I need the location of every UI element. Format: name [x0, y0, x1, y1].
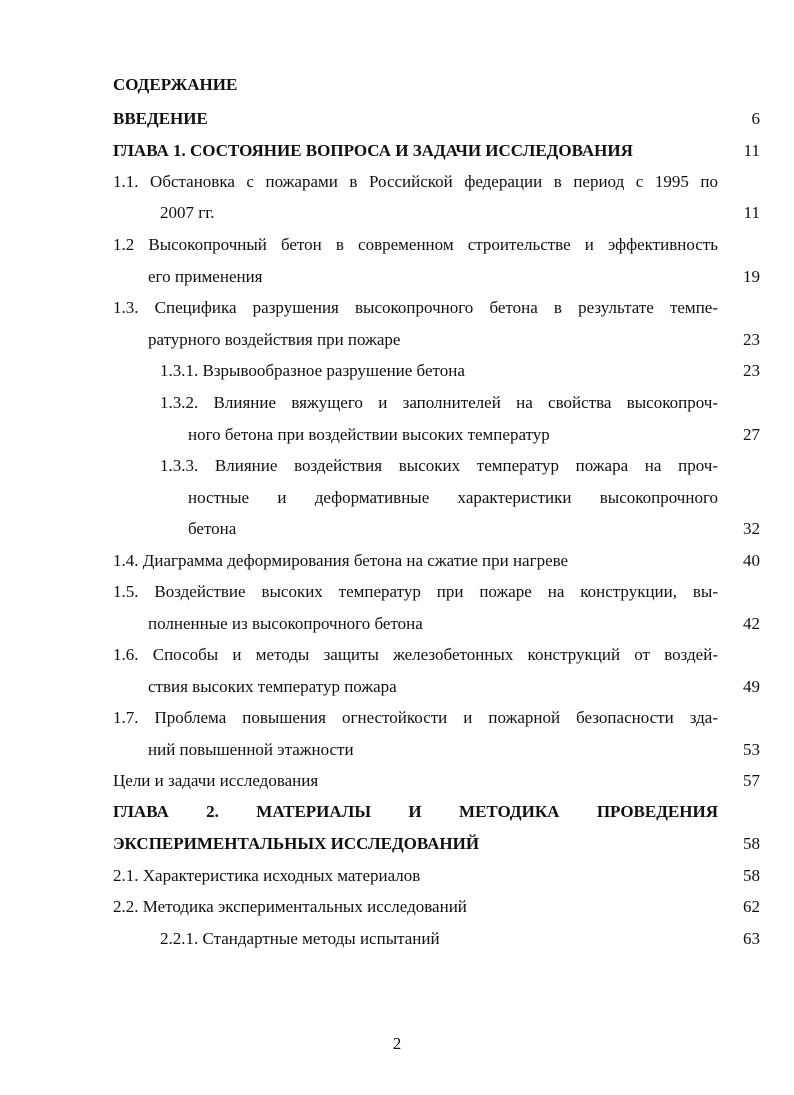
toc-entry-2-2 [113, 895, 760, 919]
toc-entry-chapter-2-cont [113, 832, 760, 856]
toc-entry-text: 1.7. Проблема повышения огнестойкости и пожарной безопасности зда- [113, 708, 718, 727]
toc-entry-text: 1.3.2. Влияние вяжущего и заполнителей на свойства высокопроч- [160, 393, 718, 412]
toc-entry-page: 58 [743, 834, 760, 853]
toc-entry-text: 1.3. Специфика разрушения высокопрочного бетона в результате темпе- [113, 298, 718, 317]
toc-entry-1-3-3 [160, 454, 718, 478]
toc-entry-page: 49 [743, 677, 760, 696]
toc-entry-text: 2007 гг. [160, 203, 215, 222]
toc-entry-1-1 [113, 170, 718, 194]
toc-entry-chapter-1 [113, 139, 760, 163]
toc-entry-1-1-cont [160, 201, 760, 225]
toc-entry-1-3-3-cont2 [188, 517, 760, 541]
toc-entry-1-3-3-cont [188, 486, 718, 510]
toc-entry-page: 11 [743, 141, 760, 160]
toc-entry-text: его применения [148, 267, 263, 286]
toc-entry-text: ностные и деформативные характеристики высокопрочного [188, 488, 718, 507]
toc-entry-page: 6 [751, 109, 760, 128]
toc-entry-text: 1.3.1. Взрывообразное разрушение бетона [160, 361, 465, 380]
toc-entry-introduction [113, 107, 760, 131]
toc-entry-text: 2.2. Методика экспериментальных исследований [113, 897, 467, 916]
toc-entry-1-3-2-cont [188, 423, 760, 447]
toc-entry-text: 1.3.3. Влияние воздействия высоких температур пожара на проч- [160, 456, 718, 475]
toc-entry-text: ствия высоких температур пожара [148, 677, 397, 696]
toc-entry-page: 23 [743, 361, 760, 380]
toc-entry-1-7 [113, 706, 718, 730]
toc-entry-page: 27 [743, 425, 760, 444]
toc-entry-text: 2.2.1. Стандартные методы испытаний [160, 929, 440, 948]
toc-entry-page: 57 [743, 771, 760, 790]
toc-entry-1-5 [113, 580, 718, 604]
toc-entry-text: 2.1. Характеристика исходных материалов [113, 866, 421, 885]
toc-entry-text: ного бетона при воздействии высоких температур [188, 425, 550, 444]
toc-entry-page: 42 [743, 614, 760, 633]
toc-entry-page: 58 [743, 866, 760, 885]
toc-entry-page: 53 [743, 740, 760, 759]
toc-entry-1-4 [113, 549, 760, 573]
toc-entry-chapter-2 [113, 800, 718, 824]
toc-entry-2-2-1 [160, 927, 760, 951]
page-number: 2 [392, 1034, 402, 1053]
toc-entry-text: 1.1. Обстановка с пожарами в Российской федерации в период с 1995 по [113, 172, 718, 191]
toc-entry-1-3-cont [148, 328, 760, 352]
toc-entry-page: 23 [743, 330, 760, 349]
toc-entry-1-2 [113, 233, 718, 257]
toc-entry-1-6 [113, 643, 718, 667]
toc-entry-goals [113, 769, 760, 793]
toc-entry-1-5-cont [148, 612, 760, 636]
toc-entry-text: Цели и задачи исследования [113, 771, 319, 790]
toc-entry-text: 1.2 Высокопрочный бетон в современном строительстве и эффективность [113, 235, 718, 254]
toc-heading: СОДЕРЖАНИЕ [113, 75, 238, 94]
toc-entry-text: ратурного воздействия при пожаре [148, 330, 401, 349]
toc-entry-text: 1.6. Способы и методы защиты железобетонных конструкций от воздей- [113, 645, 718, 664]
toc-entry-1-3-1 [160, 359, 760, 383]
toc-entry-text: ний повышенной этажности [148, 740, 354, 759]
toc-entry-page: 40 [743, 551, 760, 570]
toc-entry-text: 1.4. Диаграмма деформирования бетона на сжатие при нагреве [113, 551, 569, 570]
toc-entry-page: 63 [743, 929, 760, 948]
toc-entry-page: 62 [743, 897, 760, 916]
toc-entry-page: 19 [743, 267, 760, 286]
toc-entry-text: ВВЕДЕНИЕ [113, 109, 208, 128]
toc-entry-page: 11 [743, 203, 760, 222]
toc-entry-text: ЭКСПЕРИМЕНТАЛЬНЫХ ИССЛЕДОВАНИЙ [113, 834, 480, 853]
toc-entry-text: полненные из высокопрочного бетона [148, 614, 423, 633]
toc-entry-1-7-cont [148, 738, 760, 762]
toc-entry-1-6-cont [148, 675, 760, 699]
toc-entry-2-1 [113, 864, 760, 888]
toc-entry-page: 32 [743, 519, 760, 538]
toc-entry-text: бетона [188, 519, 237, 538]
toc-entry-text: 1.5. Воздействие высоких температур при пожаре на конструкции, вы- [113, 582, 718, 601]
toc-entry-text: ГЛАВА 2. МАТЕРИАЛЫ И МЕТОДИКА ПРОВЕДЕНИЯ [113, 802, 718, 821]
toc-entry-1-3-2 [160, 391, 718, 415]
toc-entry-text: ГЛАВА 1. СОСТОЯНИЕ ВОПРОСА И ЗАДАЧИ ИССЛЕДОВАНИЯ [113, 141, 633, 160]
toc-entry-1-3 [113, 296, 718, 320]
toc-entry-1-2-cont [148, 265, 760, 289]
